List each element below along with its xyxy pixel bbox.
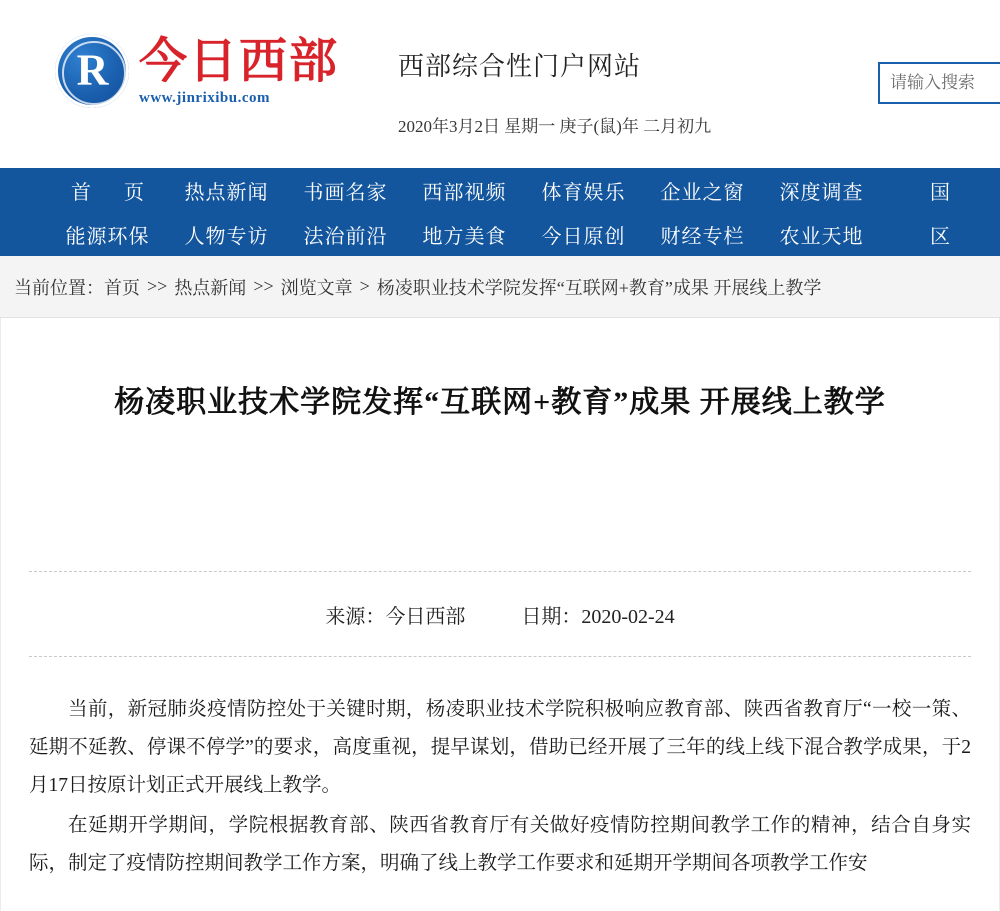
article-date-label: 日期： xyxy=(521,605,582,628)
site-slogan: 西部综合性门户网站 xyxy=(398,52,642,81)
nav-item-people-interview[interactable]: 人物专访 xyxy=(184,225,269,248)
nav-item-west-video[interactable]: 西部视频 xyxy=(422,181,507,204)
breadcrumb-item-home[interactable]: 首页 xyxy=(104,277,140,298)
article-body xyxy=(1,657,999,883)
article-date-value: 2020-02-24 xyxy=(581,605,675,628)
nav-row-2 xyxy=(0,212,1000,256)
breadcrumb-item-hot-news[interactable]: 热点新闻 xyxy=(174,277,247,298)
logo-mark-icon xyxy=(55,34,129,108)
breadcrumb-label: 当前位置： xyxy=(14,277,104,298)
search-box[interactable] xyxy=(878,62,1000,104)
site-header xyxy=(0,0,1000,168)
nav-item-energy-environment[interactable]: 能源环保 xyxy=(65,225,150,248)
breadcrumb-item-browse-article[interactable]: 浏览文章 xyxy=(280,277,353,298)
nav-item-enterprise[interactable]: 企业之窗 xyxy=(660,181,745,204)
nav-item-finance-column[interactable]: 财经专栏 xyxy=(660,225,745,248)
article-source-value: 今日西部 xyxy=(385,605,466,628)
nav-item-hot-news[interactable]: 热点新闻 xyxy=(184,181,269,204)
logo-ring-icon xyxy=(62,41,126,105)
nav-item-law-frontier[interactable]: 法治前沿 xyxy=(303,225,388,248)
nav-item-overflow-2[interactable]: 区 xyxy=(930,225,951,248)
logo-url: www.jinrixibu.com xyxy=(139,89,271,106)
nav-item-agriculture[interactable]: 农业天地 xyxy=(779,225,864,248)
page-title: 杨凌职业技术学院发挥“互联网+教育”成果 开展线上教学 xyxy=(114,386,886,419)
nav-item-local-food[interactable]: 地方美食 xyxy=(422,225,507,248)
breadcrumb-separator-2: >> xyxy=(253,276,274,296)
main-nav xyxy=(0,168,1000,256)
nav-item-home[interactable]: 首 页 xyxy=(71,181,158,204)
article-source xyxy=(325,600,465,629)
breadcrumb-separator-1: >> xyxy=(147,276,168,296)
article-meta xyxy=(29,571,971,657)
article-date xyxy=(521,600,674,629)
nav-item-investigation[interactable]: 深度调查 xyxy=(779,181,864,204)
logo-title: 今日西部 xyxy=(139,35,340,88)
article-paragraph: 在延期开学期间，学院根据教育部、陕西省教育厅有关做好疫情防控期间教学工作的精神，结合自身实际，制定了疫情防控期间教学工作方案，明确了线上教学工作要求和延期开学期间各项教学工作安 xyxy=(29,815,971,875)
article-container xyxy=(0,318,1000,911)
breadcrumb-current: 杨凌职业技术学院发挥“互联网+教育”成果 开展线上教学 xyxy=(376,277,822,298)
breadcrumb-separator-3: > xyxy=(359,276,370,296)
article-paragraph: 当前，新冠肺炎疫情防控处于关键时期，杨凌职业技术学院积极响应教育部、陕西省教育厅“一校一策、延期不延教、停课不停学”的要求，高度重视，提早谋划，借助已经开展了三年的线上线下混合教学成果，于2月17日按原计划正式开展线上教学。 xyxy=(29,699,971,797)
nav-item-sports-entertainment[interactable]: 体育娱乐 xyxy=(541,181,626,204)
search-input[interactable] xyxy=(880,64,1000,102)
nav-row-1 xyxy=(0,168,1000,212)
logo-text-block xyxy=(139,34,339,107)
nav-item-calligraphy[interactable]: 书画名家 xyxy=(303,181,388,204)
nav-item-overflow-1[interactable]: 国 xyxy=(930,181,951,204)
article-source-label: 来源： xyxy=(325,605,386,628)
breadcrumb xyxy=(0,256,1000,318)
site-logo[interactable] xyxy=(55,34,339,108)
nav-item-today-original[interactable]: 今日原创 xyxy=(541,225,626,248)
site-date: 2020年3月2日 星期一 庚子(鼠)年 二月初九 xyxy=(398,117,712,136)
